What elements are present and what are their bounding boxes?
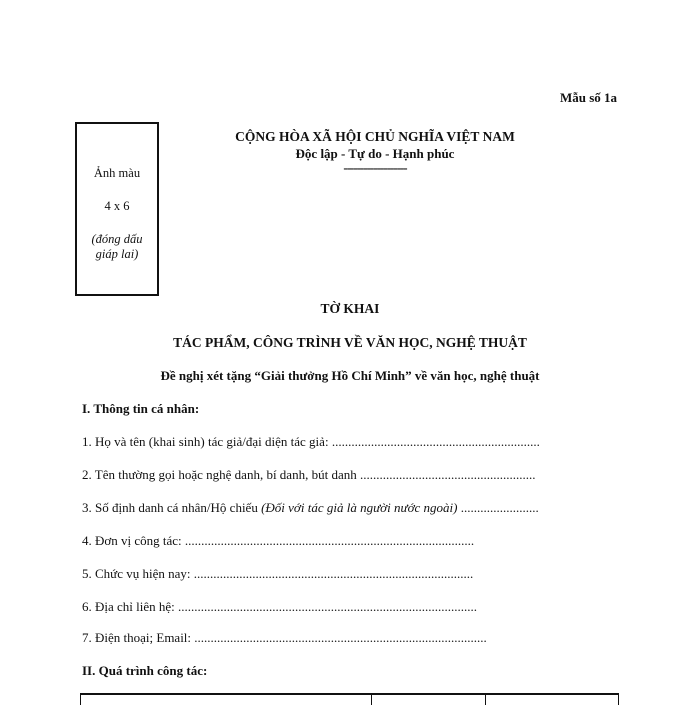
form-number: Mẫu số 1a bbox=[559, 90, 617, 105]
field-address[interactable] bbox=[82, 599, 477, 615]
field-dots: ........................ bbox=[457, 500, 539, 515]
photo-label-color: Ảnh màu bbox=[93, 166, 141, 180]
national-motto: Độc lập - Tự do - Hạnh phúc bbox=[295, 146, 455, 161]
field-workplace[interactable] bbox=[82, 533, 474, 549]
form-subtitle: TÁC PHẨM, CÔNG TRÌNH VỀ VĂN HỌC, NGHỆ THUẬT bbox=[173, 335, 527, 350]
field-dots: ......................................................................................... bbox=[184, 533, 475, 548]
photo-label-size: 4 x 6 bbox=[104, 199, 130, 213]
table-column-divider bbox=[485, 695, 486, 705]
field-id-passport[interactable] bbox=[82, 500, 539, 516]
field-position[interactable] bbox=[82, 566, 473, 582]
field-dots: ...................................................................................... bbox=[193, 566, 474, 581]
field-full-name[interactable] bbox=[82, 434, 540, 450]
field-dots: ...................................................... bbox=[359, 467, 536, 482]
field-phone-email[interactable] bbox=[82, 630, 487, 646]
field-label: 7. Điện thoại; Email: bbox=[82, 630, 195, 645]
national-header bbox=[210, 128, 540, 174]
field-note: (Đối với tác giả là người nước ngoài) bbox=[261, 500, 458, 515]
field-alias[interactable] bbox=[82, 467, 535, 483]
form-title: TỜ KHAI bbox=[320, 301, 380, 316]
header-rule: ------------------- bbox=[343, 160, 407, 175]
section-personal-info-heading: I. Thông tin cá nhân: bbox=[82, 401, 200, 416]
section-work-history-heading: II. Quá trình công tác: bbox=[82, 663, 208, 678]
photo-label-stamp: (đóng dấu giáp lai) bbox=[91, 232, 143, 261]
photo-placeholder-box bbox=[75, 122, 159, 296]
field-label: 3. Số định danh cá nhân/Hộ chiếu bbox=[82, 500, 262, 515]
field-label: 2. Tên thường gọi hoặc nghệ danh, bí danh, bút danh bbox=[82, 467, 360, 482]
field-label: 4. Đơn vị công tác: bbox=[82, 533, 185, 548]
field-dots: ................................................................ bbox=[331, 434, 540, 449]
form-proposal-line: Đề nghị xét tặng “Giải thưởng Hồ Chí Minh” về văn học, nghệ thuật bbox=[160, 368, 540, 383]
field-label: 5. Chức vụ hiện nay: bbox=[82, 566, 194, 581]
work-history-table bbox=[80, 693, 619, 705]
table-column-divider bbox=[371, 695, 372, 705]
field-dots: .......................................................................................... bbox=[194, 630, 487, 645]
field-dots: ............................................................................................ bbox=[178, 599, 478, 614]
field-label: 1. Họ và tên (khai sinh) tác giả/đại diện tác giả: bbox=[82, 434, 332, 449]
country-name: CỘNG HÒA XÃ HỘI CHỦ NGHĨA VIỆT NAM bbox=[235, 129, 515, 144]
field-label: 6. Địa chỉ liên hệ: bbox=[82, 599, 179, 614]
